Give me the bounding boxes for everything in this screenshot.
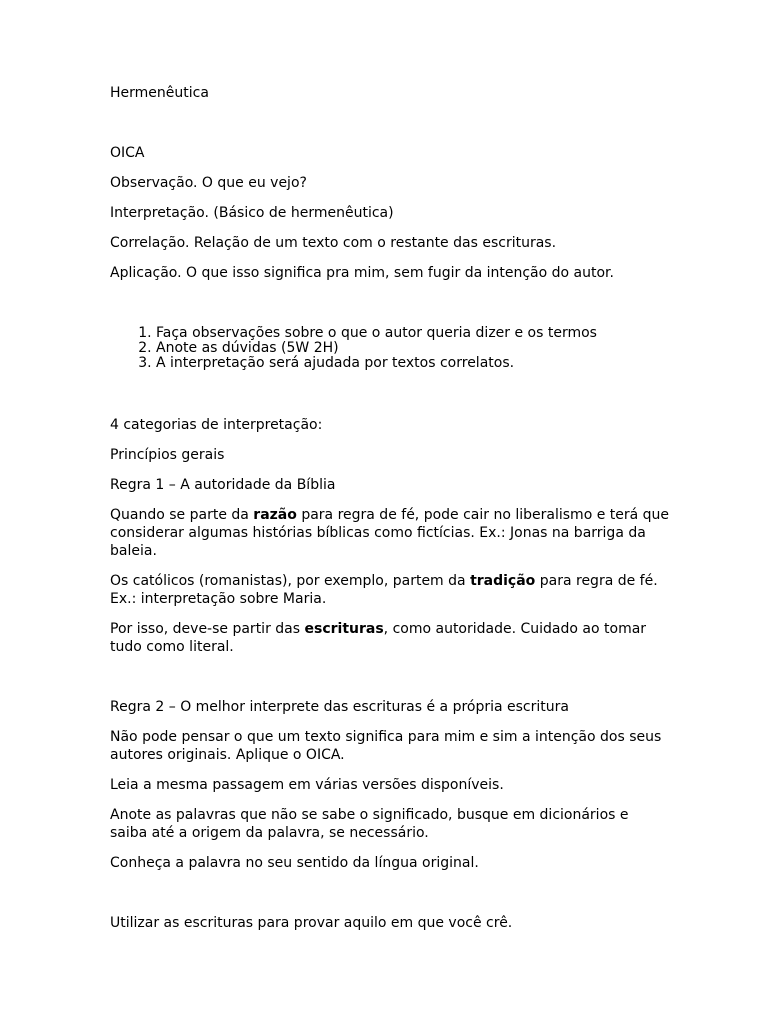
regra2-paragraph-3: Anote as palavras que não se sabe o significado, busque em dicionários e saiba até a origem da palavra, se necessário.: [110, 807, 629, 841]
steps-list: [110, 326, 716, 371]
tradicao-paragraph: Os católicos (romanistas), por exemplo, partem da tradição para regra de fé. Ex.: interpretação sobre Maria.: [110, 573, 658, 607]
observacao-line: Observação. O que eu vejo?: [110, 175, 307, 191]
categorias-heading: 4 categorias de interpretação:: [110, 417, 323, 433]
list-item: 3. A interpretação será ajudada por textos correlatos.: [156, 356, 716, 371]
escrituras-paragraph: Por isso, deve-se partir das escrituras, como autoridade. Cuidado ao tomar tudo como literal.: [110, 621, 647, 655]
razao-paragraph: Quando se parte da razão para regra de fé, pode cair no liberalismo e terá que considerar algumas histórias bíblicas como fictícias. Ex.: Jonas na barriga da baleia.: [110, 507, 670, 559]
regra2-heading: Regra 2 – O melhor interprete das escrituras é a própria escritura: [110, 699, 569, 715]
razao-bold: razão: [253, 507, 297, 523]
regra2-paragraph-2: Leia a mesma passagem em várias versões disponíveis.: [110, 777, 504, 793]
aplicacao-line: Aplicação. O que isso significa pra mim, sem fugir da intenção do autor.: [110, 265, 614, 281]
regra2-paragraph-1: Não pode pensar o que um texto significa para mim e sim a intenção dos seus autores originais. Aplique o OICA.: [110, 729, 662, 763]
principios-heading: Princípios gerais: [110, 447, 225, 463]
regra1-heading: Regra 1 – A autoridade da Bíblia: [110, 477, 336, 493]
interpretacao-line: Interpretação. (Básico de hermenêutica): [110, 205, 394, 221]
list-item: 1. Faça observações sobre o que o autor queria dizer e os termos: [156, 326, 716, 341]
final-line: Utilizar as escrituras para provar aquilo em que você crê.: [110, 915, 513, 931]
list-item: 2. Anote as dúvidas (5W 2H): [156, 341, 716, 356]
escrituras-bold: escrituras: [304, 621, 384, 637]
regra2-paragraph-4: Conheça a palavra no seu sentido da língua original.: [110, 855, 479, 871]
oica-heading: OICA: [110, 145, 145, 161]
correlacao-line: Correlação. Relação de um texto com o restante das escrituras.: [110, 235, 557, 251]
document-title: Hermenêutica: [110, 85, 209, 101]
tradicao-bold: tradição: [470, 573, 536, 589]
